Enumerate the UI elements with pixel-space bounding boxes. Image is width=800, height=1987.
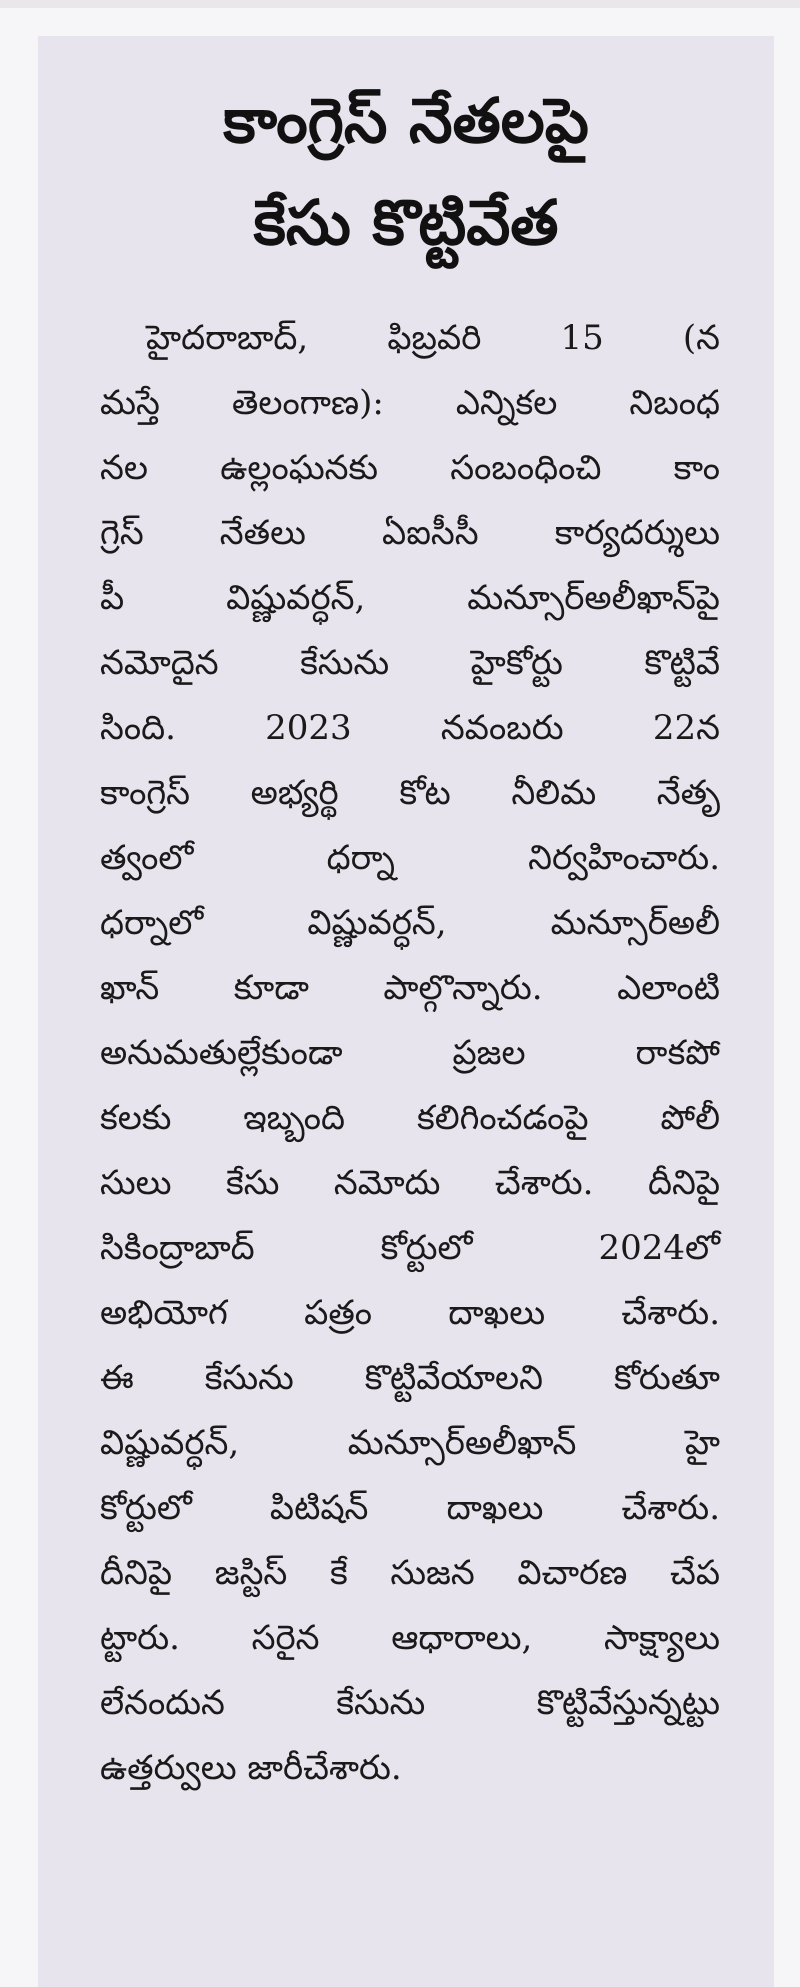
headline-line: కేసు కొట్టివేత bbox=[253, 186, 559, 259]
body-line: కాంగ్రెస్ అభ్యర్థి కోట నీలిమ నేతృ bbox=[100, 773, 720, 813]
article-body bbox=[100, 306, 720, 1801]
body-line: పీ విష్ణువర్ధన్, మన్సూర్‌అలీఖాన్‌పై bbox=[100, 578, 720, 618]
body-line: మస్తే తెలంగాణ): ఎన్నికల నిబంధ bbox=[100, 383, 720, 423]
body-line: హైదరాబాద్, ఫిబ్రవరి 15 (న bbox=[146, 318, 720, 358]
body-line: లేనందున కేసును కొట్టివేస్తున్నట్టు bbox=[100, 1683, 720, 1723]
body-line: దీనిపై జస్టిస్ కే సుజన విచారణ చేప bbox=[100, 1553, 720, 1593]
body-line: ఉత్తర్వులు జారీచేశారు. bbox=[100, 1748, 402, 1788]
body-line: నల ఉల్లంఘనకు సంబంధించి కాం bbox=[100, 448, 720, 488]
body-line: త్వంలో ధర్నా నిర్వహించారు. bbox=[100, 838, 720, 878]
body-line: అనుమతుల్లేకుండా ప్రజల రాకపో bbox=[100, 1033, 720, 1073]
headline-line: కాంగ్రెస్ నేతలపై bbox=[223, 84, 589, 157]
body-line: కలకు ఇబ్బంది కలిగించడంపై పోలీ bbox=[100, 1098, 720, 1138]
news-clipping bbox=[38, 36, 774, 1987]
body-line: కోర్టులో పిటిషన్ దాఖలు చేశారు. bbox=[100, 1488, 720, 1528]
body-line: సింది. 2023 నవంబరు 22న bbox=[100, 708, 720, 748]
body-line: గ్రెస్ నేతలు ఏఐసీసీ కార్యదర్శులు bbox=[100, 513, 720, 553]
body-line: ఖాన్ కూడా పాల్గొన్నారు. ఎలాంటి bbox=[100, 968, 720, 1008]
page-top-strip bbox=[0, 0, 800, 8]
body-line: సులు కేసు నమోదు చేశారు. దీనిపై bbox=[100, 1163, 720, 1203]
body-line: సికింద్రాబాద్ కోర్టులో 2024లో bbox=[100, 1228, 720, 1268]
body-line: నమోదైన కేసును హైకోర్టు కొట్టివే bbox=[100, 643, 720, 683]
body-line: ట్టారు. సరైన ఆధారాలు, సాక్ష్యాలు bbox=[100, 1618, 720, 1658]
body-line: ధర్నాలో విష్ణువర్ధన్, మన్సూర్‌అలీ bbox=[100, 903, 720, 943]
body-line: అభియోగ పత్రం దాఖలు చేశారు. bbox=[100, 1293, 720, 1333]
headline bbox=[38, 36, 774, 274]
body-line: విష్ణువర్ధన్, మన్సూర్‌అలీఖాన్ హై bbox=[100, 1423, 720, 1463]
body-line: ఈ కేసును కొట్టివేయాలని కోరుతూ bbox=[100, 1358, 720, 1398]
